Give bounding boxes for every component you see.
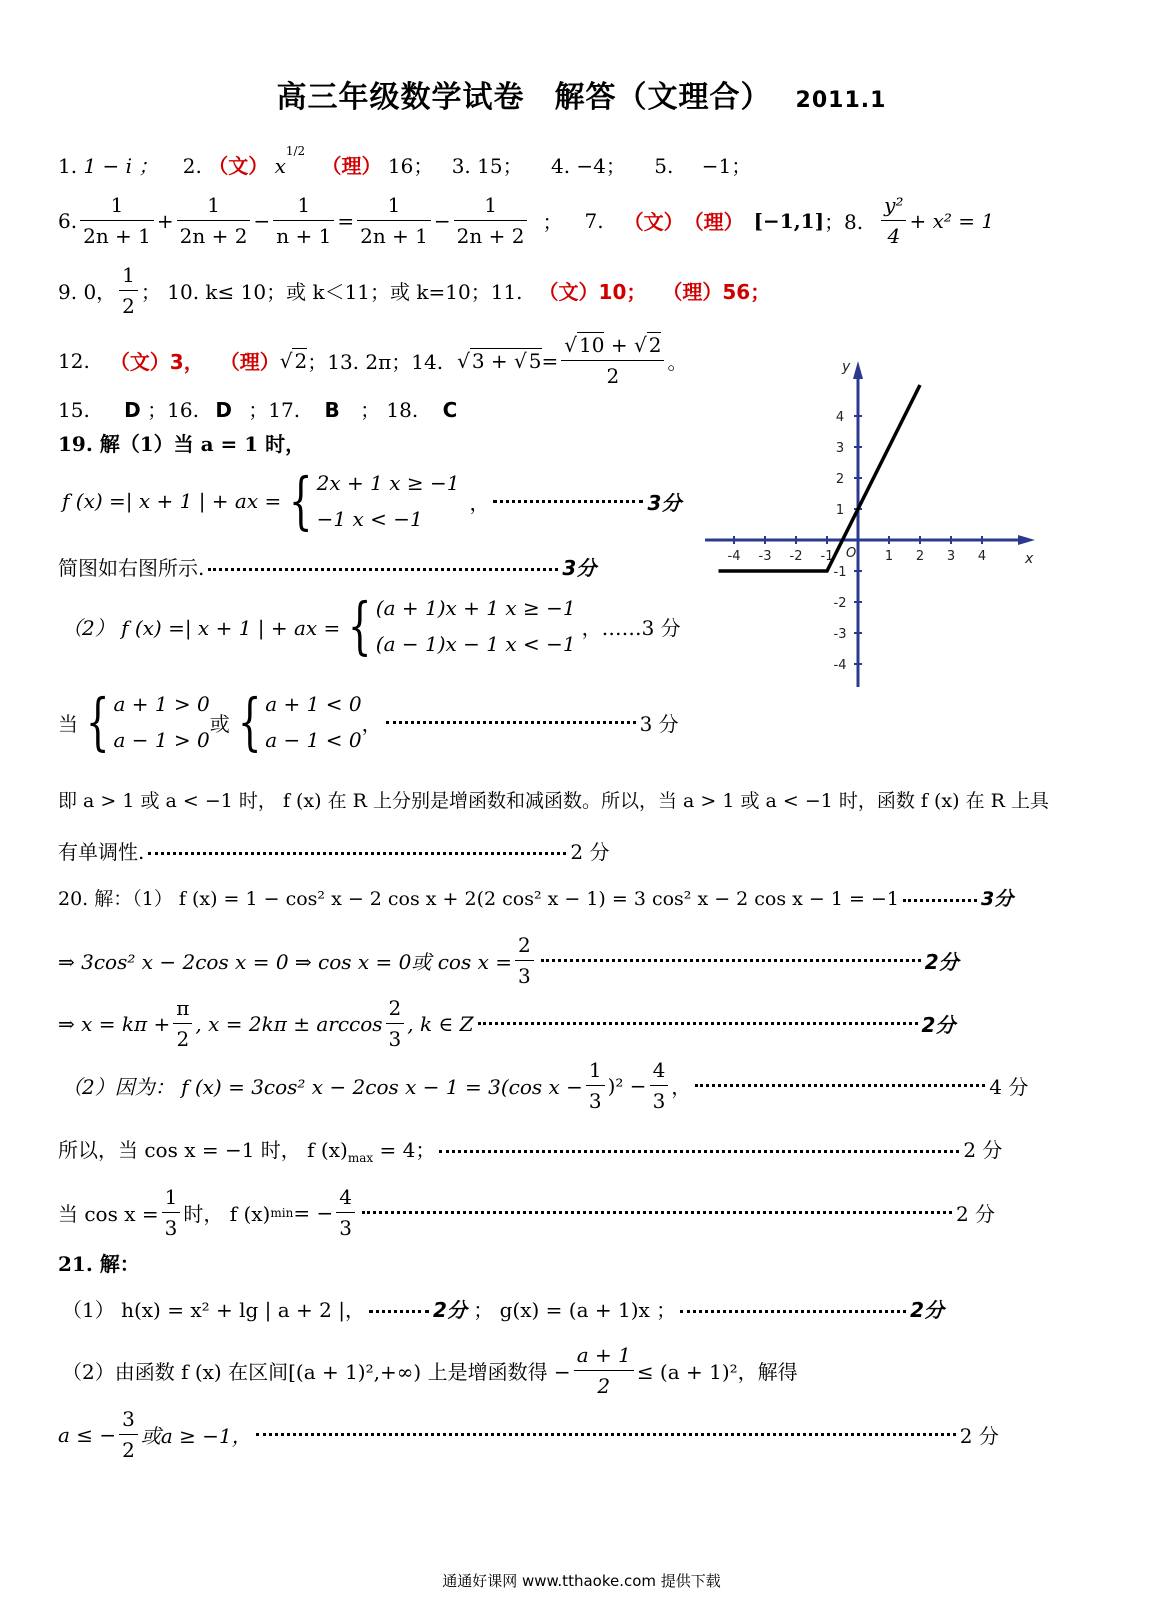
x-tick-label: -4 — [727, 549, 741, 564]
score: 3分 — [980, 888, 1014, 910]
q21-line2: （2）由函数 f (x) 在区间[(a + 1)²,+∞) 上是增函数得 − $\frac{a + 1}{2}$ ≤ (a + 1)²，解得 — [62, 1340, 798, 1401]
answers-12-14: 12. （文）3， （理） √ 2 ；13. 2π；14. √ 3 + √ 5 = $\frac{√ 10 + √ 2}{2}$ 。 — [58, 330, 687, 391]
q21-heading: 21. 解： — [58, 1252, 140, 1276]
q-number: 1. — [58, 154, 78, 178]
fraction: $\frac{1}{2n + 1}$ — [80, 190, 154, 251]
answer-text: B — [324, 398, 340, 422]
answer-text: ；13. 2π；14. — [307, 350, 444, 374]
answer-text: C — [442, 398, 458, 422]
score: 2 分 — [570, 840, 610, 864]
fraction: $\frac{1}{3}$ — [586, 1055, 605, 1116]
origin-label: O — [846, 546, 857, 561]
fraction: $\frac{1}{n + 1}$ — [273, 190, 334, 251]
q-number: ； 18. — [360, 398, 419, 422]
y-tick-label: 3 — [835, 441, 845, 456]
x-tick-label: 3 — [946, 549, 956, 564]
score: 4 分 — [989, 1075, 1029, 1099]
wen-label: （文） — [208, 154, 269, 178]
title-main: 高三年级数学试卷 — [276, 80, 525, 115]
fraction: $\frac{\text{y²}}{4}$ — [881, 190, 906, 251]
q19-heading: 19. 解（1）当 a = 1 时， — [58, 432, 306, 456]
q-number: 3. — [451, 154, 471, 178]
y-tick-label: -4 — [833, 658, 847, 673]
q19-conditions: 当 { a + 1 > 0 a − 1 > 0 或 { a + 1 < 0 a − 1 < 0 ， 3 分 — [58, 685, 679, 758]
answer-text: 1 − i ； — [83, 154, 159, 178]
q20-line3: ⇒ x = kπ + $\frac{\pi}{2}$ , x = 2kπ ± arccos $\frac{2}{3}$ , k ∈ Z 2分 — [58, 993, 955, 1054]
y-tick-label: -2 — [833, 596, 847, 611]
q19-part2: （2） f (x) =| x + 1 | + ax = { (a + 1)x + 1 x ≥ −1 (a − 1)x − 1 x < −1 ， ……3 分 — [62, 589, 681, 662]
answer-text: −1； — [701, 154, 752, 178]
score: 2分 — [910, 1298, 945, 1322]
q21-line3: a ≤ − $\frac{3}{2}$ 或a ≥ −1， 2 分 — [58, 1404, 999, 1465]
q-number: 6. — [58, 208, 78, 233]
answers-6-8: 6. $\frac{1}{2n + 1}$ + $\frac{1}{2n + 2}$ − $\frac{1}{n + 1}$ = $\frac{1}{2n + 1}$ − $\frac{1}{2n + 2}$ ； 7. （文） （理） [−1,1] ；8. $\frac{\text{y²}}{4}$ + x² = 1 — [58, 190, 994, 251]
y-tick-label: -3 — [833, 627, 847, 642]
fraction: $\frac{a + 1}{2}$ — [574, 1340, 634, 1401]
li-label: （理）56； — [662, 280, 771, 304]
q20-line2: ⇒ 3cos² x − 2cos x = 0 ⇒ cos x = 0或 cos x = $\frac{2}{3}$ 2分 — [58, 930, 959, 991]
answer-text: 15； — [477, 154, 523, 178]
q19-sketch: 简图如右图所示. 3分 — [58, 556, 597, 580]
exponent: 1/2 — [285, 144, 306, 159]
title-year: 2011.1 — [795, 88, 887, 113]
score: 3分 — [562, 556, 597, 580]
x-axis-arrow — [1018, 535, 1035, 545]
answer-text: 16； — [387, 154, 434, 178]
wen-label: （文）10； — [538, 280, 647, 304]
score: 2 分 — [963, 1138, 1003, 1162]
y-tick-label: 1 — [835, 503, 845, 518]
fraction: $\frac{4}{3}$ — [650, 1055, 669, 1116]
title-sub: 解答（文理合） — [554, 80, 772, 115]
fraction: $\frac{\pi}{2}$ — [173, 993, 192, 1054]
x-tick-label: -2 — [789, 549, 803, 564]
q20-line5: 所以，当 cos x = −1 时， f $(x)_{max} = 4$； 2 分 — [58, 1138, 1003, 1165]
answers-9-11 — [58, 260, 770, 321]
answer-text: D — [215, 398, 232, 422]
answer-text: [−1,1] — [753, 208, 825, 233]
q-number: 12. — [58, 348, 90, 373]
answer-text: + x² = 1 — [909, 208, 995, 233]
fraction: $\frac{2}{3}$ — [386, 993, 405, 1054]
q20-line4: （2）因为： f (x) = 3cos² x − 2cos x − 1 = 3(cos x − $\frac{1}{3}$ )² − $\frac{4}{3}$ ， 4 分 — [62, 1055, 1028, 1116]
answers-1-5 — [58, 144, 752, 179]
q-number: 2. — [182, 154, 202, 178]
fraction: $\frac{1}{2n + 2}$ — [177, 190, 251, 251]
score: 2分 — [921, 1013, 956, 1037]
q19-fdef: f (x) =| x + 1 | + ax = { 2x + 1 x ≥ −1 −1 x < −1 ， 3分 — [62, 464, 682, 537]
y-tick-label: 4 — [835, 410, 845, 425]
x-axis-label: x — [1025, 551, 1034, 567]
x-tick-label: 2 — [915, 549, 925, 564]
fraction: $\frac{4}{3}$ — [336, 1182, 355, 1243]
wen-label: （文）3， — [109, 350, 204, 374]
answer-text: ； 10. k≤ 10；或 k＜11；或 k=10；11. — [140, 280, 523, 304]
x-tick-label: 1 — [884, 549, 894, 564]
q20-line6: 当 cos x = $\frac{1}{3}$ 时， f (x) min = − $\frac{4}{3}$ 2 分 — [58, 1182, 995, 1243]
q20-line1: 20. 解：（1） f (x) = 1 − cos² x − 2 cos x + 2(2 cos² x − 1) = 3 cos² x − 2 cos x − 1 = −1 3分 — [58, 888, 1014, 910]
x-tick-label: 4 — [977, 549, 987, 564]
q21-line1: （1） h(x) = x² + lg | a + 2 |， 2分 ； g(x) = (a + 1)x ； 2分 — [62, 1298, 945, 1322]
page-title — [0, 72, 1163, 116]
q19-conclusion-2: 有单调性. 2 分 — [58, 840, 610, 864]
score: 2 分 — [959, 1424, 999, 1448]
q-number: 9. 0， — [58, 280, 117, 304]
q-number: ；16. — [147, 398, 199, 422]
y-tick-label: -1 — [833, 565, 847, 580]
q-number: 4. — [550, 154, 571, 178]
fraction: $\frac{3}{2}$ — [119, 1404, 138, 1465]
x-tick-label: -1 — [820, 549, 834, 564]
fraction: $\frac{√ 10 + √ 2}{2}$ — [561, 330, 664, 391]
answer-text: x — [274, 154, 286, 178]
fraction: $\frac{1}{2}$ — [119, 260, 138, 321]
fraction: $\frac{1}{3}$ — [162, 1182, 181, 1243]
footer: 通通好课网 www.tthaoke.com 提供下载 — [442, 1572, 721, 1590]
q-number: ；8. — [824, 210, 864, 234]
fraction: $\frac{2}{3}$ — [515, 930, 534, 991]
score: 2分 — [924, 950, 959, 974]
function-graph — [700, 355, 1040, 695]
score: 2 分 — [955, 1202, 996, 1226]
y-tick-label: 2 — [835, 472, 845, 487]
li-label: （理） — [683, 210, 744, 234]
y-axis-label: y — [842, 359, 851, 375]
score: 3分 — [647, 490, 682, 515]
answer-text: D — [124, 398, 141, 422]
li-label: （理） — [321, 154, 382, 178]
q19-conclusion-1: 即 a > 1 或 a < −1 时， f (x) 在 R 上分别是增函数和减函数。所以，当 a > 1 或 a < −1 时，函数 f (x) 在 R 上具 — [58, 790, 1049, 812]
score: 2分 — [432, 1298, 467, 1322]
answers-15-18 — [58, 394, 457, 423]
q-number: 5. — [654, 154, 674, 178]
fraction: $\frac{1}{2n + 2}$ — [454, 190, 528, 251]
q-number: ；17. — [248, 398, 301, 422]
q-number: 7. — [584, 208, 604, 233]
y-axis-arrow — [853, 361, 863, 379]
answer-text: −4； — [576, 154, 626, 178]
score: ……3 分 — [601, 615, 681, 640]
li-label: （理） — [219, 350, 280, 374]
fraction: $\frac{1}{2n + 1}$ — [357, 190, 431, 251]
q-number: 15. — [58, 398, 90, 422]
wen-label: （文） — [623, 210, 684, 234]
score: 3 分 — [639, 711, 679, 736]
x-tick-label: -3 — [758, 549, 772, 564]
